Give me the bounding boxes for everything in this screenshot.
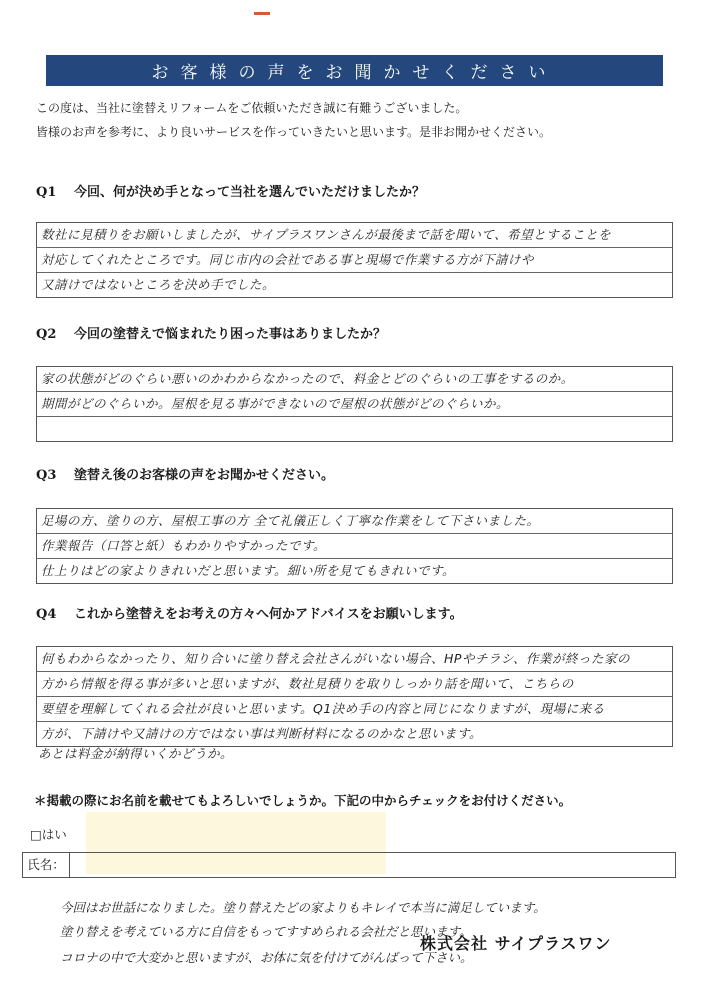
question-text: 今回、何が決め手となって当社を選んでいただけましたか？ [74,185,426,200]
answer-extra-line: あとは料金が納得いくかどうか。 [38,746,234,761]
answer-box-2 [36,366,673,442]
answer-line: 対応してくれたところです。同じ市内の会社である事と現場で作業する方が下請けや [37,248,672,273]
question-number: Q1 [36,185,57,200]
answer-line: 方が、下請けや又請けの方ではない事は判断材料になるのかなと思います。 [41,726,483,741]
answer-line: 何もわからなかったり、知り合いに塗り替え会社さんがいない場合、HPやチラシ、作業が終った家の [37,647,672,672]
handwritten-comment: 塗り替えを考えている方に自信をもってすすめられる会社だと思います。 [60,924,472,939]
publication-notice: ＊掲載の際にお名前を載せてもよろしいでしょうか。下記の中からチェックをお付けください。 [34,793,572,808]
answer-line: 足場の方、塗りの方、屋根工事の方 全て礼儀正しく丁寧な作業をして下さいました。 [37,509,672,534]
page-title: お客様の声をお聞かせください [46,55,663,86]
question-1 [36,181,425,200]
handwritten-comment: コロナの中で大変かと思いますが、お体に気を付けてがんばって下さい。 [60,950,473,965]
answer-box-1 [36,222,673,298]
answer-line: 数社に見積りをお願いしましたが、サイプラスワンさんが最後まで話を聞いて、希望とすることを [37,223,672,248]
question-3 [36,464,334,483]
question-number: Q3 [36,468,57,483]
question-text: 塗替え後のお客様の声をお聞かせください。 [74,468,335,483]
answer-line [37,417,672,441]
question-2 [36,323,386,342]
intro-line: 皆様のお声を参考に、より良いサービスを作っていきたいと思います。是非お聞かせください。 [36,125,552,139]
question-number: Q2 [36,327,57,342]
question-4 [36,603,463,622]
answer-line: 仕上りはどの家よりきれいだと思います。細い所を見てもきれいです。 [41,563,456,578]
answer-box-4 [36,646,673,747]
answer-line: 期間がどのぐらいか。屋根を見る事ができないので屋根の状態がどのぐらいか。 [37,392,672,417]
answer-box-3 [36,508,673,584]
answer-line: 方から情報を得る事が多いと思いますが、数社見積りを取りしっかり話を聞いて、こちらの [37,672,672,697]
question-text: 今回の塗替えで悩まれたり困った事はありましたか？ [74,327,387,342]
intro-text [36,96,551,144]
intro-line: この度は、当社に塗替えリフォームをご依頼いただき誠に有難うございました。 [36,101,468,115]
name-field [22,852,676,878]
punch-mark [254,12,270,15]
answer-line: 又請けではないところを決め手でした。 [41,277,276,292]
name-label: 氏名： [23,853,70,877]
handwritten-comment: 今回はお世話になりました。塗り替えたどの家よりもキレイで本当に満足しています。 [60,900,546,915]
answer-line: 作業報告（口答と紙）もわかりやすかったです。 [37,534,672,559]
question-number: Q4 [36,607,57,622]
company-name: 株式会社 サイプラスワン [420,934,612,953]
answer-line: 要望を理解してくれる会社が良いと思います。Q1決め手の内容と同じになりますが、現場に来る [37,697,672,722]
answer-line: 家の状態がどのぐらい悪いのかわからなかったので、料金とどのぐらいの工事をするのか。 [37,367,672,392]
question-text: これから塗替えをお考えの方々へ何かアドバイスをお願いします。 [74,607,463,622]
consent-checkbox[interactable]: □はい [30,827,67,842]
